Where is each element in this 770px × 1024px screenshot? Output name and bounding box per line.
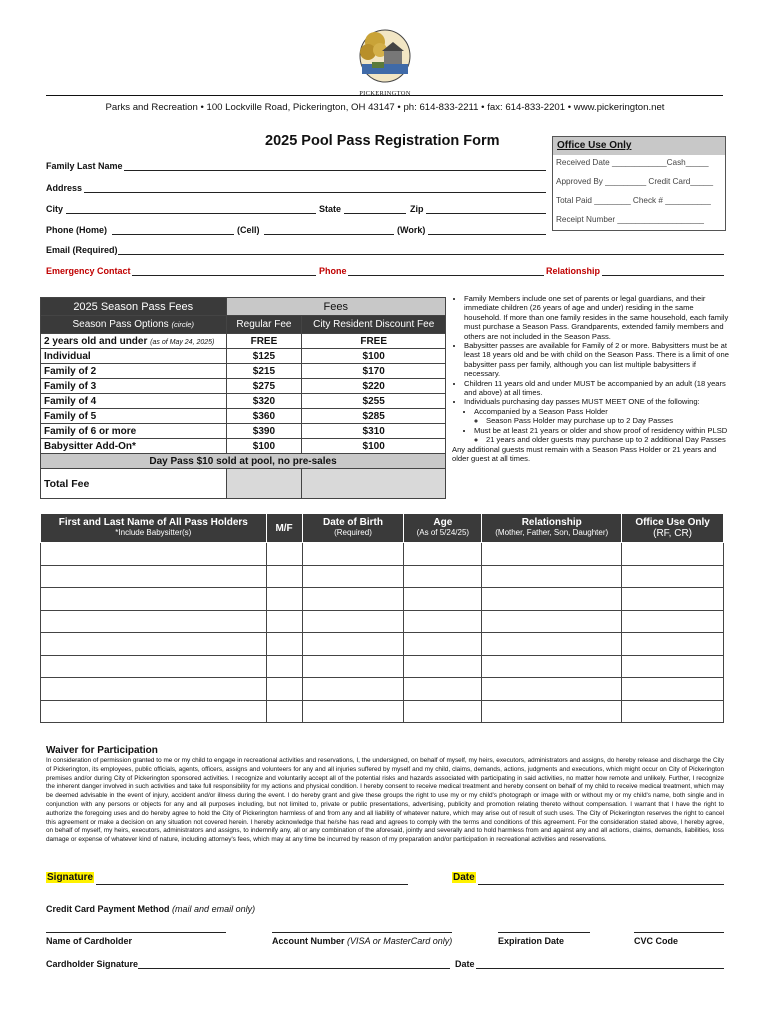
phone-work-field[interactable] [428, 234, 546, 235]
dept-name: Parks and Recreation [105, 102, 198, 113]
fee-resident: $255 [302, 394, 446, 409]
holder-relationship-cell[interactable] [482, 610, 622, 633]
total-paid: Total Paid ________ Check # __________ [556, 196, 711, 205]
fee-option[interactable] [41, 394, 227, 409]
holder-office-cell[interactable] [622, 633, 724, 656]
col-holder-name [41, 514, 267, 543]
total-fee-label: Total Fee [41, 469, 227, 499]
address-label: Address [46, 183, 83, 193]
holder-dob-cell[interactable] [302, 588, 404, 611]
family-last-name-label: Family Last Name [46, 161, 123, 171]
day-pass-note: Day Pass $10 sold at pool, no pre-sales [41, 454, 446, 469]
address-field[interactable] [84, 192, 546, 193]
fee-regular: $320 [226, 394, 302, 409]
account-number-label [272, 936, 452, 946]
fee-option[interactable] [41, 439, 227, 454]
pass-holder-row[interactable] [41, 565, 724, 588]
holder-dob-cell[interactable] [302, 700, 404, 723]
payment-date-label: Date [455, 959, 475, 969]
cardholder-signature-label: Cardholder Signature [46, 959, 139, 969]
family-last-name-field[interactable] [124, 170, 546, 171]
fee-option-label: 2 years old and under [44, 335, 148, 347]
cardholder-signature-field[interactable] [138, 968, 450, 969]
fee-regular: $390 [226, 424, 302, 439]
dept-phone: ph: 614-833-2211 [403, 102, 479, 113]
note-family-members: • Family Members include one set of parents or legal guardians, and their immediate children (26 years of age and under) residing in the same household. If more than one family resides in the same household, each family must purchase a Season Pass. Grandparents, extended family members and others are not included in the Season Pass. [464, 294, 730, 341]
fee-resident: $285 [302, 409, 446, 424]
holder-relationship-cell[interactable] [482, 543, 622, 566]
fee-regular: $125 [226, 349, 302, 364]
fee-regular: $215 [226, 364, 302, 379]
holder-dob-cell[interactable] [302, 610, 404, 633]
fee-row[interactable] [41, 439, 446, 454]
fee-option-label: Family of 2 [44, 365, 97, 377]
holder-office-cell[interactable] [622, 543, 724, 566]
holder-name-cell[interactable] [41, 678, 267, 701]
fee-option-label: Family of 6 or more [44, 425, 137, 437]
note-accompanied-text: Accompanied by a Season Pass Holder [474, 406, 608, 416]
holder-relationship-cell[interactable] [482, 678, 622, 701]
fee-option-label: Family of 3 [44, 380, 97, 392]
holder-dob-cell[interactable] [302, 678, 404, 701]
phone-home-field[interactable] [112, 234, 234, 235]
fee-row[interactable] [41, 364, 446, 379]
pass-holder-row[interactable] [41, 678, 724, 701]
cardholder-name-label: Name of Cardholder [46, 936, 133, 946]
holder-office-cell[interactable] [622, 610, 724, 633]
note-day-pass [464, 397, 730, 444]
holder-gender-cell[interactable] [266, 633, 302, 656]
fee-row[interactable] [41, 334, 446, 349]
col-options-label: Season Pass Options [72, 319, 169, 330]
col-dob-label: Date of Birth [322, 517, 383, 528]
col-gender: M/F [266, 514, 302, 543]
col-office-use [622, 514, 724, 543]
holder-office-cell[interactable] [622, 565, 724, 588]
header-rule [46, 95, 723, 96]
fee-option[interactable] [41, 334, 227, 349]
col-age-label: Age [433, 517, 453, 528]
pass-holders-table [40, 513, 724, 723]
city-logo [350, 20, 420, 97]
holder-name-cell[interactable] [41, 655, 267, 678]
fees-header-right: Fees [226, 298, 446, 316]
expiration-label: Expiration Date [498, 936, 565, 946]
dept-address: 100 Lockville Road, Pickerington, OH 43147 [206, 102, 395, 113]
waiver-text: In consideration of permission granted to me or my child to engage in recreational activities and reservations, I, the undersigned, on behalf of myself, my heirs, executors, administrators and assigns, do hereby release and discharge the City of Pickerington, its employees, public officials, agents, officers, assigns and volunteers for any and all injuries suffered by myself and my child, claims, demands, actions, judgments and executions, which might occur on City of Pickerington premises and/or during City of Pickerington sponsored activities. I recognize and voluntarily accept all of the potential risks and hazards associated with participating in said activities, no matter how remote and unlikely. Further, I recognize the inherent danger involved in such activities and take full responsibility for my actions and physical condition. I hereby consent to receive medical treatment and hereby consent on behalf of my child to receive medical treatment, which may be deemed advisable in the event of injury, accident and/or illness during the event. I do hereby grant and give these groups the right to use my or my child's photograph or image with or without my or my child's name, both single and in conjunction with any persons or objects for any and all purposes including, but not limited to, private or public presentations, advertising, publicity and promotion relating thereto without compensation. I warrant that I have the right to authorize the foregoing uses and do hereby agree to hold the City of Pickerington harmless of and from any and all liability of whatever nature, which may arise out of result of such uses. The City of Pickerington reserves the right to cancel this agreement or make a decision on any situation not covered herein. I hereby acknowledge that he/she has read and agrees to comply with the terms and conditions of this agreement. For the consideration stated above, I hereby agree, on behalf of myself, my heirs, executors, administrators and assigns, to indemnify any, all or any combination of the aforesaid, jointly and severally and to hold harmless from and against any and all actions, claims, demands, liabilities, loss damage or expense of whatever kind of nature, including attorney's fees, which may at any time be incurred by reason of my preparation and/or participation in recreational activities and reservations. [46, 757, 724, 844]
pass-holder-row[interactable] [41, 700, 724, 723]
emergency-contact-label: Emergency Contact [46, 266, 131, 276]
note-babysitter: • Babysitter passes are available for Family of 2 or more. Babysitters must be at least 18 years old and be with child on the Season Pass. There is a limit of one babysitter pass per family, although you can list multiple babysitters if necessary. [464, 341, 730, 379]
dept-website: www.pickerington.net [573, 102, 665, 113]
payment-title-text: Credit Card Payment Method [46, 904, 170, 914]
holder-name-cell[interactable] [41, 610, 267, 633]
holder-relationship-cell[interactable] [482, 565, 622, 588]
holder-gender-cell[interactable] [266, 588, 302, 611]
cardholder-name-field[interactable] [46, 932, 226, 933]
col-holder-name-label: First and Last Name of All Pass Holders [58, 517, 248, 528]
note-accompanied [474, 407, 730, 426]
holder-name-cell[interactable] [41, 543, 267, 566]
col-relationship [482, 514, 622, 543]
holder-age-cell[interactable] [404, 565, 482, 588]
holder-name-cell[interactable] [41, 588, 267, 611]
fee-option-label: Family of 4 [44, 395, 97, 407]
fee-option[interactable] [41, 379, 227, 394]
expiration-field[interactable] [498, 932, 590, 933]
fee-resident: $170 [302, 364, 446, 379]
fee-regular: $275 [226, 379, 302, 394]
pass-notes [452, 294, 730, 463]
col-options [41, 316, 227, 334]
holder-age-cell[interactable] [404, 700, 482, 723]
col-holder-name-sub: *Include Babysitter(s) [115, 528, 192, 537]
signature-date-label: Date [453, 872, 475, 883]
account-number-note: (VISA or MasterCard only) [347, 936, 453, 946]
fee-option[interactable] [41, 424, 227, 439]
waiver-title: Waiver for Participation [46, 745, 158, 756]
season-pass-fees-table [40, 297, 446, 499]
note-age-21 [474, 426, 730, 445]
holder-dob-cell[interactable] [302, 543, 404, 566]
fee-option[interactable] [41, 364, 227, 379]
fee-option-note: (as of May 24, 2025) [150, 338, 215, 346]
emergency-relationship-field[interactable] [602, 275, 724, 276]
holder-age-cell[interactable] [404, 633, 482, 656]
fee-resident: $100 [302, 439, 446, 454]
holder-gender-cell[interactable] [266, 700, 302, 723]
signature-field[interactable] [96, 884, 408, 885]
holder-age-cell[interactable] [404, 678, 482, 701]
office-use-box [552, 136, 726, 231]
fee-regular: FREE [226, 334, 302, 349]
holder-office-cell[interactable] [622, 655, 724, 678]
holder-age-cell[interactable] [404, 610, 482, 633]
account-number-field[interactable] [272, 932, 452, 933]
dept-fax: fax: 614-833-2201 [487, 102, 566, 113]
holder-relationship-cell[interactable] [482, 633, 622, 656]
holder-gender-cell[interactable] [266, 655, 302, 678]
pass-holder-row[interactable] [41, 655, 724, 678]
total-fee-regular[interactable] [226, 469, 302, 499]
note-day-pass-text: Individuals purchasing day passes MUST MEET ONE of the following: [464, 397, 700, 407]
payment-note: (mail and email only) [172, 904, 256, 914]
fee-option-label: Family of 5 [44, 410, 97, 422]
state-field[interactable] [344, 213, 406, 214]
holder-dob-cell[interactable] [302, 565, 404, 588]
zip-label: Zip [410, 204, 424, 214]
fee-resident: $100 [302, 349, 446, 364]
col-regular: Regular Fee [226, 316, 302, 334]
col-resident: City Resident Discount Fee [302, 316, 446, 334]
state-label: State [319, 204, 342, 214]
holder-age-cell[interactable] [404, 543, 482, 566]
holder-dob-cell[interactable] [302, 655, 404, 678]
fees-header-left: 2025 Season Pass Fees [41, 298, 227, 316]
note-age-21-sub: ◦ 21 years and older guests may purchase up to 2 additional Day Passes [486, 435, 730, 444]
note-additional-guests: Any additional guests must remain with a Season Pass Holder or 21 years and older guest at all times. [452, 444, 717, 463]
col-relationship-sub: (Mother, Father, Son, Daughter) [495, 528, 609, 537]
account-number-text: Account Number [272, 936, 345, 946]
holder-dob-cell[interactable] [302, 633, 404, 656]
city-label: City [46, 204, 64, 214]
emergency-contact-field[interactable] [132, 275, 316, 276]
pass-holder-row[interactable] [41, 588, 724, 611]
fee-row[interactable] [41, 424, 446, 439]
received-date: Received Date ____________Cash_____ [556, 158, 709, 167]
email-field[interactable] [118, 254, 724, 255]
emergency-phone-field[interactable] [348, 275, 544, 276]
holder-gender-cell[interactable] [266, 610, 302, 633]
col-dob [302, 514, 404, 543]
fee-resident: $220 [302, 379, 446, 394]
holder-gender-cell[interactable] [266, 565, 302, 588]
fee-resident: $310 [302, 424, 446, 439]
cvc-label: CVC Code [634, 936, 679, 946]
holder-office-cell[interactable] [622, 588, 724, 611]
zip-field[interactable] [426, 213, 546, 214]
payment-date-field[interactable] [476, 968, 724, 969]
col-office-use-sub: (RF, CR) [653, 528, 692, 539]
fee-option[interactable] [41, 349, 227, 364]
col-options-note: (circle) [171, 320, 194, 329]
receipt-number: Receipt Number ___________________ [556, 215, 704, 224]
payment-title [46, 904, 255, 914]
header-contact: Parks and Recreation • 100 Lockville Road, Pickerington, OH 43147 • ph: 614-833-2211 • fax: 614-833-2201 • www.pickerington.net [105, 102, 665, 113]
fee-option-label: Babysitter Add-On* [44, 440, 136, 452]
phone-home-label: Phone (Home) [46, 225, 108, 235]
signature-label: Signature [47, 872, 94, 883]
fee-row[interactable] [41, 379, 446, 394]
col-age-sub: (As of 5/24/25) [416, 528, 470, 537]
holder-gender-cell[interactable] [266, 543, 302, 566]
phone-work-label: (Work) [397, 225, 426, 235]
total-fee-resident[interactable] [302, 469, 446, 499]
email-label: Email (Required) [46, 245, 118, 255]
note-age-21-text: Must be at least 21 years or older and show proof of residency within PLSD [474, 425, 728, 435]
pass-holder-row[interactable] [41, 543, 724, 566]
col-dob-sub: (Required) [334, 528, 372, 537]
note-accompanied-sub: ◦ Season Pass Holder may purchase up to 2 Day Passes [486, 416, 730, 425]
holder-relationship-cell[interactable] [482, 655, 622, 678]
holder-age-cell[interactable] [404, 588, 482, 611]
fee-option-label: Individual [44, 350, 91, 362]
emergency-phone-label: Phone [319, 266, 347, 276]
fee-row[interactable] [41, 349, 446, 364]
col-relationship-label: Relationship [521, 517, 582, 528]
holder-relationship-cell[interactable] [482, 588, 622, 611]
phone-cell-label: (Cell) [237, 225, 260, 235]
holder-name-cell[interactable] [41, 700, 267, 723]
fee-row[interactable] [41, 409, 446, 424]
pass-holder-row[interactable] [41, 633, 724, 656]
fee-regular: $360 [226, 409, 302, 424]
holder-age-cell[interactable] [404, 655, 482, 678]
logo-text: PICKERINGTON [359, 90, 411, 97]
fee-regular: $100 [226, 439, 302, 454]
holder-name-cell[interactable] [41, 633, 267, 656]
holder-relationship-cell[interactable] [482, 700, 622, 723]
holder-office-cell[interactable] [622, 700, 724, 723]
fee-option[interactable] [41, 409, 227, 424]
fee-row[interactable] [41, 394, 446, 409]
pass-holder-row[interactable] [41, 610, 724, 633]
note-children: • Children 11 years old and under MUST be accompanied by an adult (18 years and above) at all times. [464, 379, 730, 398]
form-title: 2025 Pool Pass Registration Form [265, 133, 500, 149]
col-age [404, 514, 482, 543]
holder-gender-cell[interactable] [266, 678, 302, 701]
city-field[interactable] [66, 213, 316, 214]
office-use-title: Office Use Only [553, 137, 725, 155]
signature-date-field[interactable] [478, 884, 724, 885]
fee-resident: FREE [302, 334, 446, 349]
col-office-use-label: Office Use Only [635, 517, 710, 528]
phone-cell-field[interactable] [264, 234, 394, 235]
cvc-field[interactable] [634, 932, 724, 933]
emergency-relationship-label: Relationship [546, 266, 601, 276]
holder-name-cell[interactable] [41, 565, 267, 588]
approved-by: Approved By _________ Credit Card_____ [556, 177, 714, 186]
holder-office-cell[interactable] [622, 678, 724, 701]
